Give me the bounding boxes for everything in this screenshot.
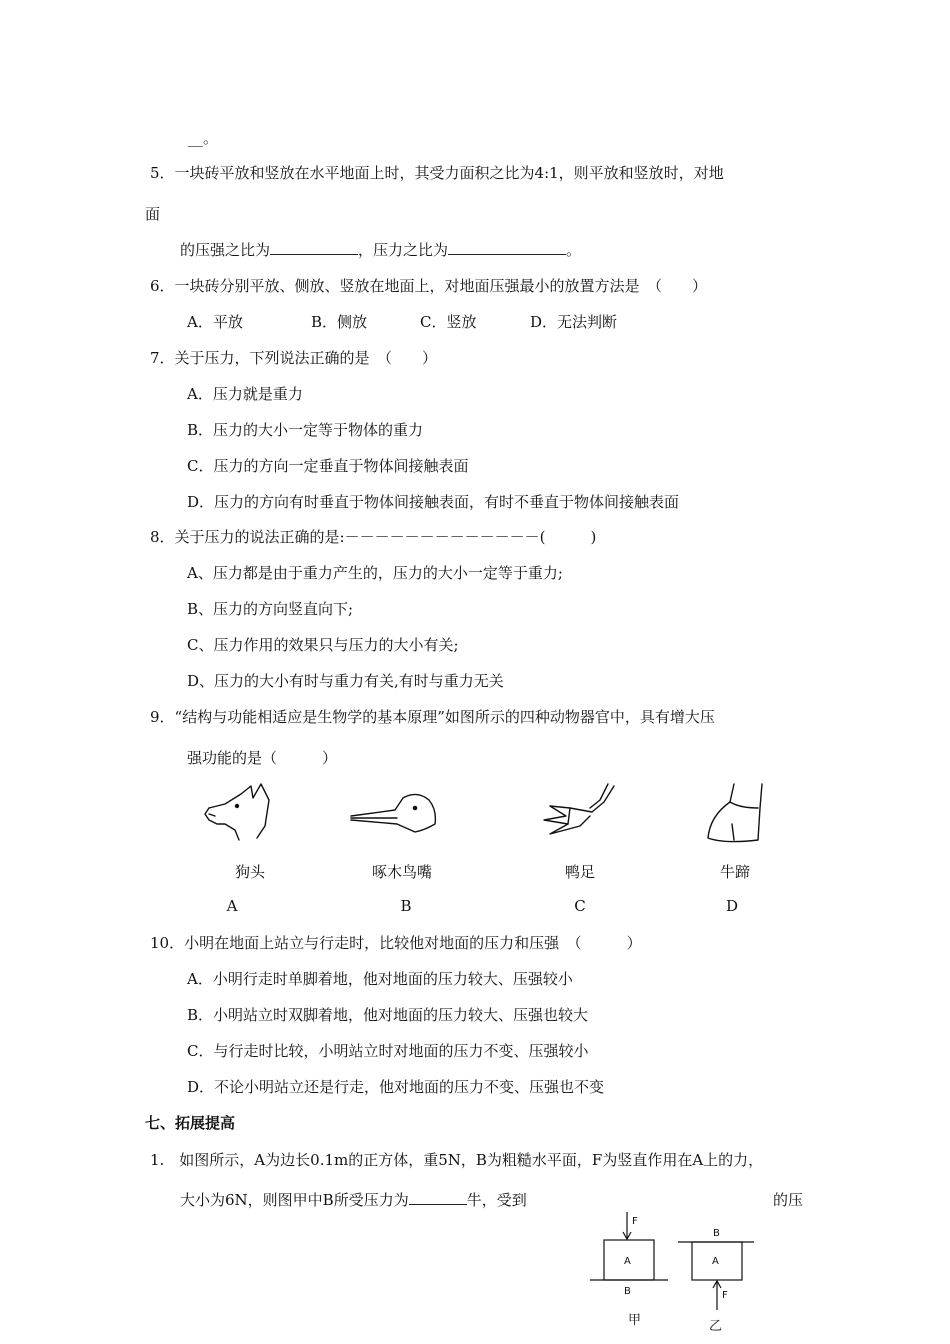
q5-text-c: 。 xyxy=(566,241,582,259)
q8-option-d: D、压力的大小有时与重力有关,有时与重力无关 xyxy=(187,672,504,690)
s7-q1-line1: 1. 如图所示，A为边长0.1m的正方体，重5N，B为粗糙水平面，F为竖直作用在A上的力， xyxy=(150,1151,764,1169)
cow-hoof-figure xyxy=(700,778,780,850)
diagram-left-force-label: F xyxy=(632,1216,638,1227)
q10-option-c: C．与行走时比较，小明站立时对地面的压力不变、压强较小 xyxy=(187,1042,589,1060)
q9-figure-letter-d: D xyxy=(725,897,739,915)
diagram-right-block-label: A xyxy=(712,1256,719,1267)
q9-figure-letter-a: A xyxy=(226,897,238,915)
dog-head-figure xyxy=(195,780,285,850)
q6-option-b: B．侧放 xyxy=(311,313,368,331)
diagram-left-surface-label: B xyxy=(624,1286,631,1297)
q9-figure-name-a: 狗头 xyxy=(234,863,265,881)
q5-stem-line1: 5．一块砖平放和竖放在水平地面上时，其受力面积之比为4:1，则平放和竖放时，对地 xyxy=(150,164,724,182)
s7-q1-line2-end: 的压 xyxy=(773,1191,804,1209)
q7-stem: 7．关于压力，下列说法正确的是 （ ） xyxy=(150,349,438,367)
q9-figure-name-b: 啄木鸟嘴 xyxy=(371,863,432,881)
q5-text-b: ，压力之比为 xyxy=(358,241,449,259)
section-heading: 七、拓展提高 xyxy=(145,1114,236,1132)
q5-text-a: 的压强之比为 xyxy=(180,241,271,259)
s7-q1-text-a: 大小为6N，则图甲中B所受压力为 xyxy=(180,1191,409,1209)
q7-option-c: C．压力的方向一定垂直于物体间接触表面 xyxy=(187,457,469,475)
s7-q1-line2 xyxy=(180,1190,527,1210)
q7-option-a: A．压力就是重力 xyxy=(187,385,303,403)
q7-option-d: D．压力的方向有时垂直于物体间接触表面，有时不垂直于物体间接触表面 xyxy=(187,493,680,511)
q8-option-c: C、压力作用的效果只与压力的大小有关; xyxy=(187,636,459,654)
diagram-right-force-label: F xyxy=(722,1290,728,1301)
q9-stem-line2: 强功能的是（ ） xyxy=(187,749,338,767)
duck-foot-figure xyxy=(530,780,620,850)
q10-stem: 10．小明在地面上站立与行走时，比较他对地面的压力和压强 （ ） xyxy=(150,934,642,952)
q6-stem: 6．一块砖分别平放、侧放、竖放在地面上，对地面压强最小的放置方法是 （ ） xyxy=(150,277,708,295)
q5-blank-force-ratio[interactable] xyxy=(448,240,566,255)
woodpecker-beak-figure xyxy=(345,790,445,840)
diagram-right-caption: 乙 xyxy=(709,1319,723,1334)
q9-figure-name-d: 牛蹄 xyxy=(719,863,750,881)
q5-stem-line3 xyxy=(180,240,581,260)
q10-option-a: A．小明行走时单脚着地，他对地面的压力较大、压强较小 xyxy=(187,970,573,988)
q5-stem-line2: 面 xyxy=(145,205,161,223)
q7-option-b: B．压力的大小一定等于物体的重力 xyxy=(187,421,424,439)
diagram-right-surface-label: B xyxy=(713,1228,720,1239)
q8-stem: 8．关于压力的说法正确的是:－－－－－－－－－－－－－( ) xyxy=(150,528,597,546)
s7-q1-text-b: 牛，受到 xyxy=(466,1191,527,1209)
q8-option-b: B、压力的方向竖直向下; xyxy=(187,600,354,618)
previous-question-fragment: __。 xyxy=(188,129,219,147)
q6-option-c: C．竖放 xyxy=(420,313,477,331)
q6-option-d: D．无法判断 xyxy=(530,313,618,331)
pressure-diagram xyxy=(580,1206,770,1344)
q5-blank-pressure-ratio[interactable] xyxy=(270,240,358,255)
s7-q1-blank-force[interactable] xyxy=(409,1190,467,1205)
q9-figure-letter-c: C xyxy=(574,897,586,915)
q9-figure-letter-b: B xyxy=(400,897,412,915)
q8-option-a: A、压力都是由于重力产生的，压力的大小一定等于重力; xyxy=(187,564,563,582)
diagram-left-caption: 甲 xyxy=(628,1313,642,1328)
q6-option-a: A．平放 xyxy=(187,313,243,331)
q9-stem-line1: 9．“结构与功能相适应是生物学的基本原理”如图所示的四种动物器官中，具有增大压 xyxy=(150,708,715,726)
diagram-left-block-label: A xyxy=(624,1256,631,1267)
q9-figure-name-c: 鸭足 xyxy=(564,863,595,881)
q10-option-d: D．不论小明站立还是行走，他对地面的压力不变、压强也不变 xyxy=(187,1078,605,1096)
q10-option-b: B．小明站立时双脚着地，他对地面的压力较大、压强也较大 xyxy=(187,1006,589,1024)
